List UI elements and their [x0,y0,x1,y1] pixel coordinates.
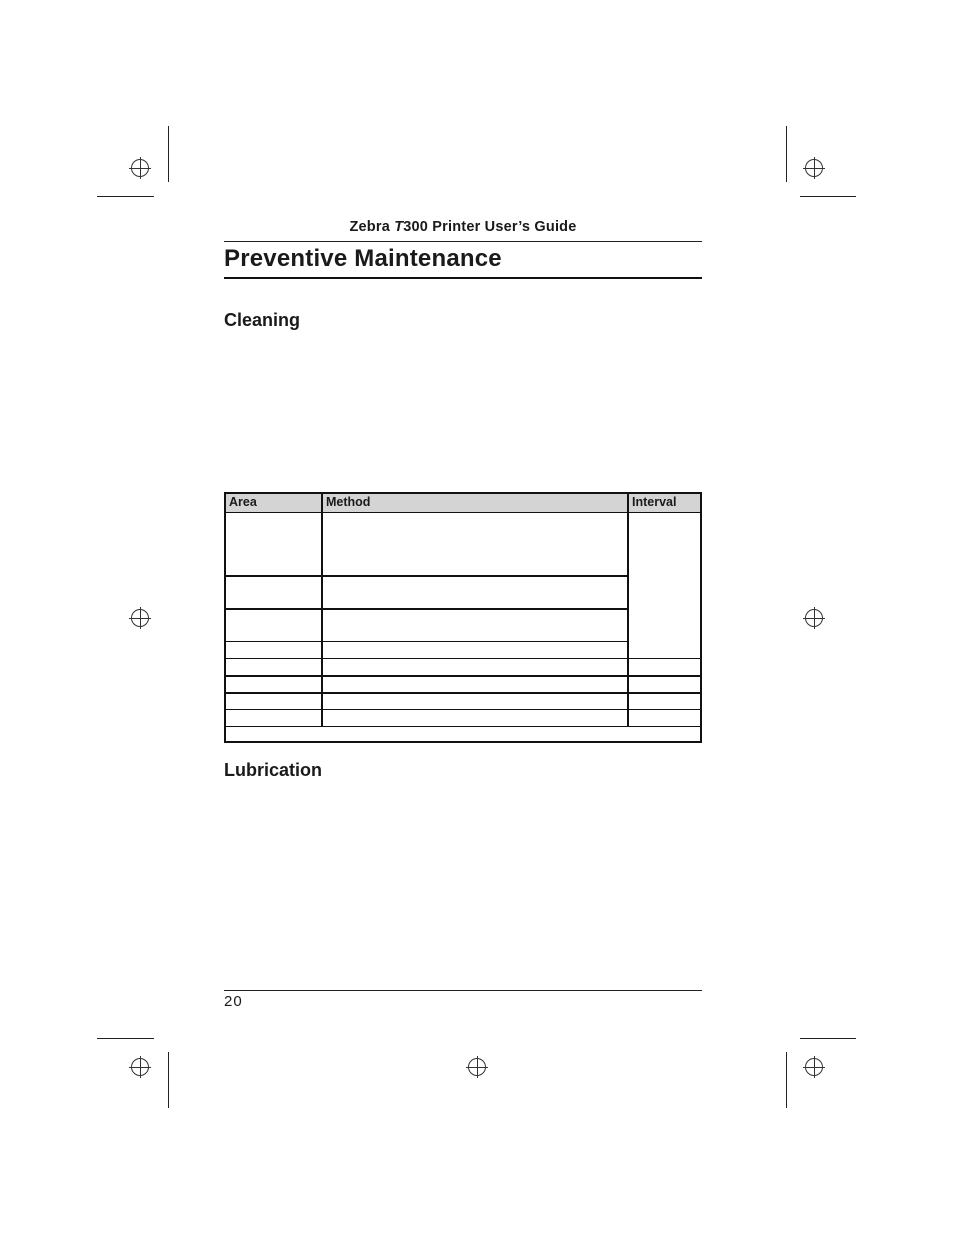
section-heading-lubrication: Lubrication [224,760,322,780]
footer-rule [224,990,702,991]
crop-mark [800,1038,856,1039]
crop-mark [168,126,169,182]
table-row-rule [226,575,628,577]
registration-mark-icon [129,607,151,629]
table-row-rule [226,675,700,677]
registration-mark-icon [803,607,825,629]
registration-mark-icon [129,1056,151,1078]
registration-mark-icon [466,1056,488,1078]
section-heading-cleaning: Cleaning [224,310,301,330]
title-rule [224,277,702,279]
table-row-rule [226,709,700,710]
crop-mark [168,1052,169,1108]
crop-mark [800,196,856,197]
crop-mark [97,1038,154,1039]
cleaning-table [224,492,702,743]
crop-mark [786,126,787,182]
header-rule [224,241,702,242]
table-row-rule [226,608,628,610]
page-number: 20 [224,993,243,1010]
registration-mark-icon [803,1056,825,1078]
registration-mark-icon [129,157,151,179]
table-header-method: Method [323,494,627,512]
doc-title-prefix: Zebra [349,219,395,235]
page-title: Preventive Maintenance [224,245,502,272]
table-header-interval: Interval [629,494,700,512]
crop-mark [97,196,154,197]
table-row-rule [226,692,700,694]
table-row-rule [226,726,700,727]
table-row-rule [226,641,628,642]
crop-mark [786,1052,787,1108]
table-row-rule [226,658,700,659]
registration-mark-icon [803,157,825,179]
table-header-area: Area [226,494,321,512]
running-header [224,219,702,235]
doc-title-model: T [394,219,404,235]
doc-title-suffix: 300 Printer User’s Guide [403,219,577,235]
